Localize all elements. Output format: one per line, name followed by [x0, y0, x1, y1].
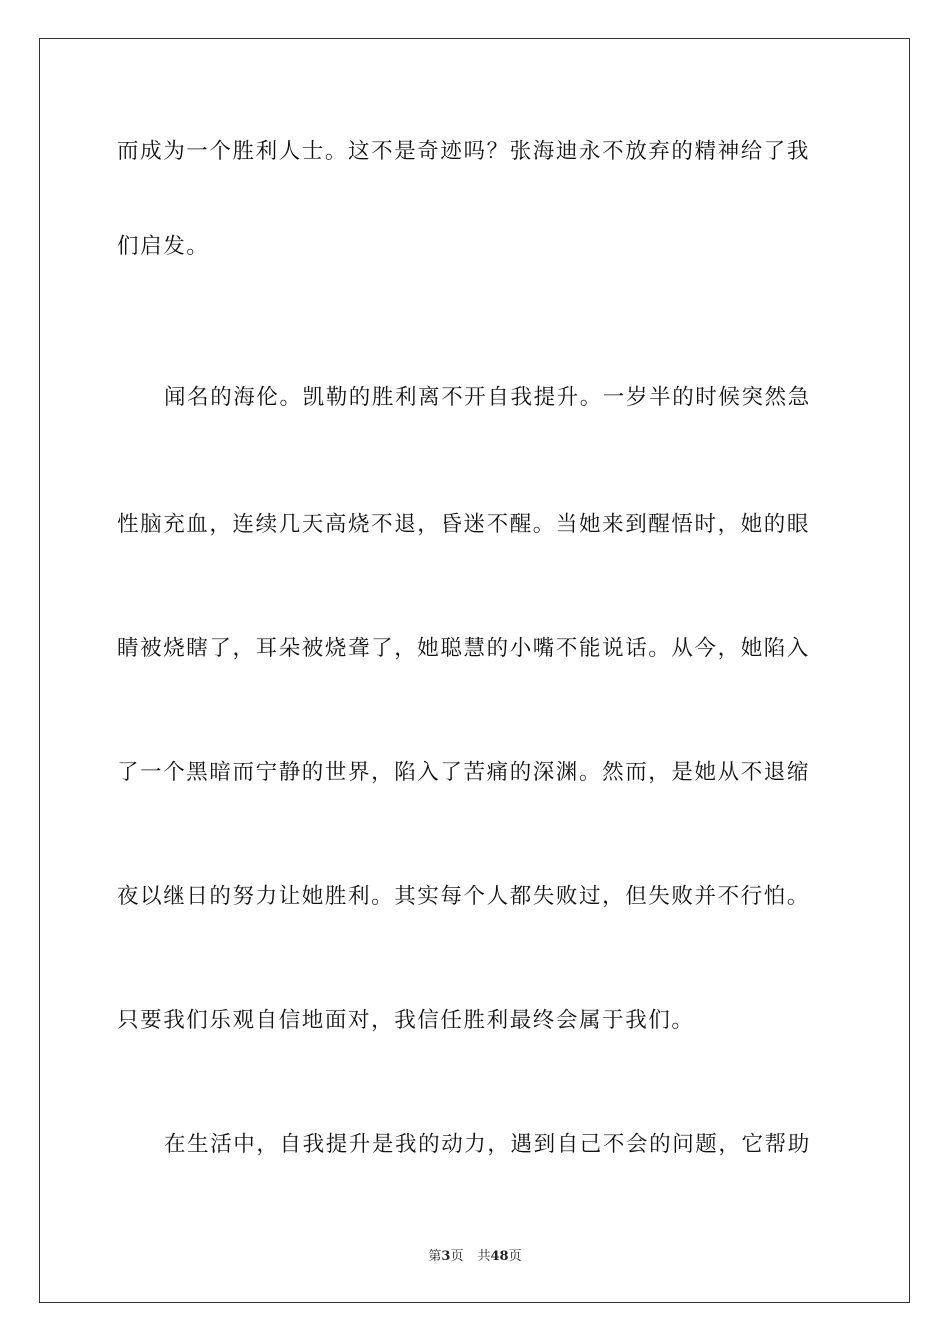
footer-page-prefix: 第 [428, 1249, 442, 1264]
text-line-8: 只要我们乐观自信地面对，我信任胜利最终会属于我们。 [117, 1008, 695, 1033]
text-line-9: 在生活中，自我提升是我的动力，遇到自己不会的问题，它帮助 [164, 1132, 811, 1157]
text-line-4: 性脑充血，连续几天高烧不退，昏迷不醒。当她来到醒悟时，她的眼 [117, 512, 811, 537]
footer-total-suffix: 页 [508, 1249, 522, 1264]
text-line-1: 而成为一个胜利人士。这不是奇迹吗？张海迪永不放弃的精神给了我 [117, 139, 811, 164]
text-line-2: 们启发。 [117, 234, 210, 259]
text-line-3: 闻名的海伦。凯勒的胜利离不开自我提升。一岁半的时候突然急 [164, 385, 811, 410]
text-line-7: 夜以继日的努力让她胜利。其实每个人都失败过，但失败并不行怕。 [117, 884, 811, 909]
text-line-6: 了一个黑暗而宁静的世界，陷入了苦痛的深渊。然而，是她从不退缩 [117, 760, 811, 785]
page-footer [0, 1248, 950, 1266]
footer-total-prefix: 共 [477, 1249, 491, 1264]
footer-page-suffix: 页 [450, 1249, 464, 1264]
text-line-5: 睛被烧瞎了，耳朵被烧聋了，她聪慧的小嘴不能说话。从今，她陷入 [117, 636, 811, 661]
footer-page-number: 3 [441, 1249, 451, 1264]
footer-total-pages: 48 [490, 1249, 509, 1264]
page-border [39, 38, 910, 1303]
